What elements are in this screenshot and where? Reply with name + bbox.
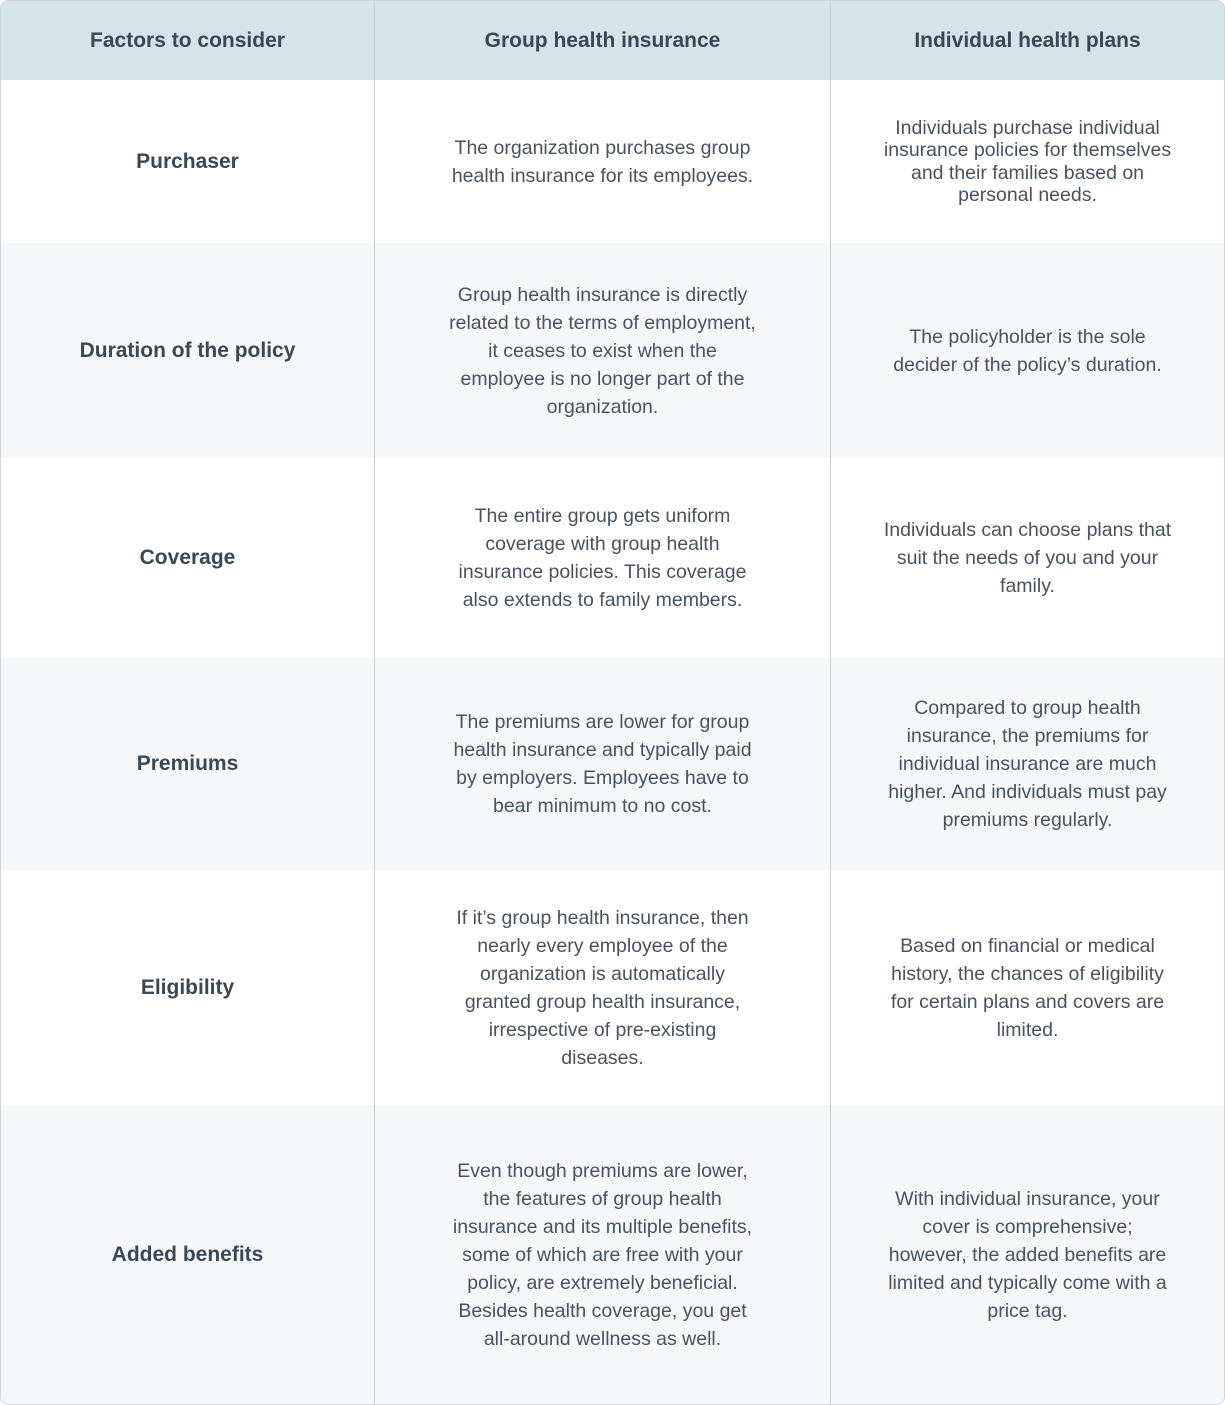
group-cell [375,80,831,243]
group-cell [375,243,831,458]
group-description: The entire group gets uniform coverage with group health insurance policies. This coverage also extends to family members. [458,505,747,611]
individual-description: Individuals purchase individual insurance policies for themselves and their families based on personal needs. [883,116,1172,206]
factor-cell [1,658,375,870]
group-description: The organization purchases group health insurance for its employees. [451,136,754,187]
individual-description: Based on financial or medical history, the chances of eligibility for certain plans and covers are limited. [890,934,1165,1041]
individual-description: The policyholder is the sole decider of the policy’s duration. [893,325,1162,376]
table-row-added-benefits [1,1105,1224,1404]
group-description: If it’s group health insurance, then nearly every employee of the organization is automatically granted group health insurance, irrespective of pre-existing diseases. [456,906,749,1069]
factor-label: Eligibility [140,975,235,999]
factor-label: Premiums [136,752,239,775]
individual-cell [831,458,1224,658]
table-row-purchaser [1,80,1224,243]
table-row-premiums [1,658,1224,870]
individual-description: Compared to group health insurance, the premiums for individual insurance are much higher. And individuals must pay premiums regularly. [888,697,1167,831]
individual-cell [831,1105,1224,1404]
individual-description: With individual insurance, your cover is comprehensive; however, the added benefits are limited and typically come with a price tag. [888,1187,1167,1322]
factor-cell [1,458,375,658]
group-cell [375,458,831,658]
individual-cell [831,243,1224,458]
factor-label: Coverage [139,546,236,569]
table-row-duration [1,243,1224,458]
individual-cell [831,80,1224,243]
factor-label: Added benefits [111,1242,264,1266]
header-individual-plans: Individual health plans [914,28,1141,52]
individual-cell [831,870,1224,1105]
factor-cell [1,1105,375,1404]
factor-cell [1,870,375,1105]
group-cell [375,870,831,1105]
factor-label: Purchaser [136,149,239,173]
header-factors: Factors to consider [1,1,375,80]
table-row-coverage [1,458,1224,658]
group-description: Group health insurance is directly related to the terms of employment, it ceases to exist when the employee is no longer part of the organization. [449,283,756,418]
group-cell [375,1105,831,1404]
factor-cell [1,80,375,243]
group-description: Even though premiums are lower, the features of group health insurance and its multiple benefits, some of which are free with your policy, are extremely beneficial. Besides health coverage, you get all-around wellness as well. [452,1159,753,1350]
factor-label: Duration of the policy [79,338,296,362]
group-description: The premiums are lower for group health insurance and typically paid by employers. Employees have to bear minimum to no cost. [453,711,752,817]
header-group-health: Group health insurance [375,1,831,80]
factor-cell [1,243,375,458]
group-cell [375,658,831,870]
table-header-row [1,1,1224,80]
individual-cell [831,658,1224,870]
table-row-eligibility [1,870,1224,1105]
individual-description: Individuals can choose plans that suit the needs of you and your family. [883,519,1172,597]
